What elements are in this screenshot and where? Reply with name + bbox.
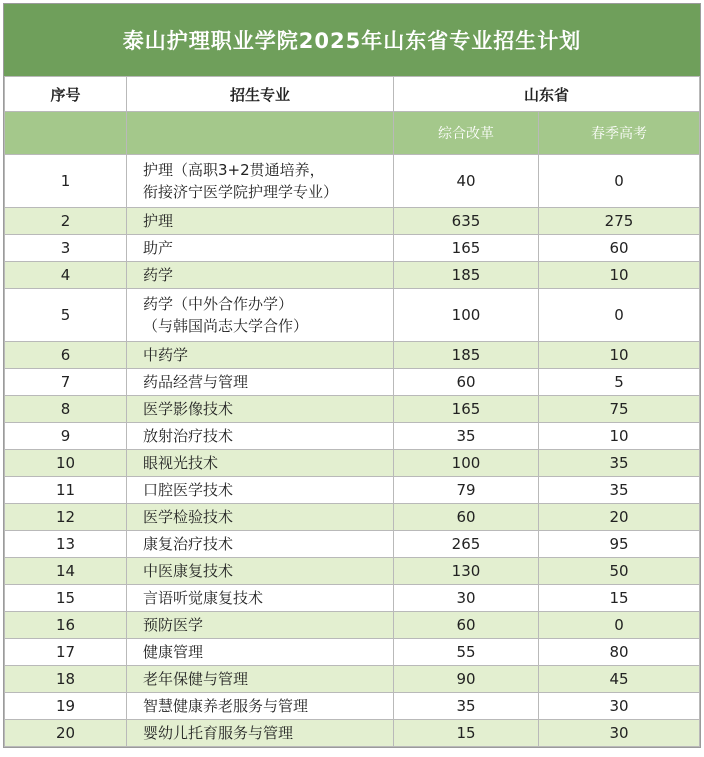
table-row	[5, 423, 700, 450]
row-spring-exam-count: 30	[539, 720, 700, 747]
table-row	[5, 450, 700, 477]
header-major: 招生专业	[127, 77, 394, 112]
major-name-line: 言语听觉康复技术	[143, 589, 264, 607]
major-name-line: 康复治疗技术	[143, 535, 234, 553]
header-province: 山东省	[394, 77, 700, 112]
table-row	[5, 666, 700, 693]
row-spring-exam-count: 35	[539, 450, 700, 477]
major-name-line: 智慧健康养老服务与管理	[143, 697, 309, 715]
row-major-name	[127, 585, 394, 612]
row-comprehensive-reform-count: 60	[394, 612, 539, 639]
row-seq: 6	[5, 342, 127, 369]
row-comprehensive-reform-count: 185	[394, 262, 539, 289]
row-major-name	[127, 666, 394, 693]
enrollment-plan-sheet	[3, 3, 701, 748]
major-name-line: 婴幼儿托育服务与管理	[143, 724, 294, 742]
subheader-comprehensive-reform: 综合改革	[394, 112, 539, 155]
row-spring-exam-count: 45	[539, 666, 700, 693]
row-seq: 14	[5, 558, 127, 585]
row-comprehensive-reform-count: 15	[394, 720, 539, 747]
row-spring-exam-count: 10	[539, 262, 700, 289]
header-seq: 序号	[5, 77, 127, 112]
row-major-name	[127, 289, 394, 342]
row-comprehensive-reform-count: 165	[394, 235, 539, 262]
row-spring-exam-count: 0	[539, 612, 700, 639]
table-row	[5, 155, 700, 208]
table-row	[5, 262, 700, 289]
row-major-name	[127, 558, 394, 585]
table-row	[5, 720, 700, 747]
row-major-name	[127, 693, 394, 720]
row-comprehensive-reform-count: 30	[394, 585, 539, 612]
row-spring-exam-count: 0	[539, 289, 700, 342]
table-row	[5, 585, 700, 612]
major-name-line: 药品经营与管理	[143, 373, 249, 391]
row-comprehensive-reform-count: 79	[394, 477, 539, 504]
enrollment-table	[4, 76, 700, 747]
row-spring-exam-count: 275	[539, 208, 700, 235]
row-seq: 13	[5, 531, 127, 558]
row-seq: 3	[5, 235, 127, 262]
row-comprehensive-reform-count: 60	[394, 504, 539, 531]
row-spring-exam-count: 35	[539, 477, 700, 504]
row-seq: 7	[5, 369, 127, 396]
table-row	[5, 477, 700, 504]
row-major-name	[127, 639, 394, 666]
subheader-row	[5, 112, 700, 155]
table-row	[5, 289, 700, 342]
table-row	[5, 208, 700, 235]
table-row	[5, 531, 700, 558]
row-comprehensive-reform-count: 185	[394, 342, 539, 369]
table-row	[5, 558, 700, 585]
row-seq: 20	[5, 720, 127, 747]
major-name-line: 口腔医学技术	[143, 481, 234, 499]
row-major-name	[127, 155, 394, 208]
row-comprehensive-reform-count: 635	[394, 208, 539, 235]
row-major-name	[127, 720, 394, 747]
row-comprehensive-reform-count: 165	[394, 396, 539, 423]
row-comprehensive-reform-count: 55	[394, 639, 539, 666]
page-title: 泰山护理职业学院2025年山东省专业招生计划	[4, 4, 700, 76]
row-comprehensive-reform-count: 100	[394, 450, 539, 477]
row-major-name	[127, 342, 394, 369]
table-row	[5, 504, 700, 531]
row-major-name	[127, 208, 394, 235]
table-row	[5, 396, 700, 423]
major-name-line: 健康管理	[143, 643, 204, 661]
table-row	[5, 235, 700, 262]
row-seq: 18	[5, 666, 127, 693]
subheader-empty-2	[127, 112, 394, 155]
table-row	[5, 639, 700, 666]
row-seq: 11	[5, 477, 127, 504]
row-spring-exam-count: 10	[539, 342, 700, 369]
row-spring-exam-count: 0	[539, 155, 700, 208]
major-name-line: 眼视光技术	[143, 454, 219, 472]
table-row	[5, 369, 700, 396]
row-comprehensive-reform-count: 35	[394, 693, 539, 720]
row-major-name	[127, 504, 394, 531]
row-comprehensive-reform-count: 90	[394, 666, 539, 693]
row-seq: 17	[5, 639, 127, 666]
table-row	[5, 693, 700, 720]
row-spring-exam-count: 5	[539, 369, 700, 396]
row-major-name	[127, 531, 394, 558]
subheader-spring-exam: 春季高考	[539, 112, 700, 155]
header-row	[5, 77, 700, 112]
row-comprehensive-reform-count: 35	[394, 423, 539, 450]
row-seq: 5	[5, 289, 127, 342]
row-comprehensive-reform-count: 130	[394, 558, 539, 585]
row-spring-exam-count: 15	[539, 585, 700, 612]
row-comprehensive-reform-count: 60	[394, 369, 539, 396]
row-major-name	[127, 423, 394, 450]
major-name-line: 预防医学	[143, 616, 204, 634]
row-seq: 8	[5, 396, 127, 423]
major-name-line: 医学检验技术	[143, 508, 234, 526]
major-name-line: 药学（中外合作办学）	[143, 295, 294, 313]
row-seq: 15	[5, 585, 127, 612]
major-name-line: 衔接济宁医学院护理学专业）	[143, 183, 339, 201]
table-row	[5, 342, 700, 369]
row-major-name	[127, 612, 394, 639]
major-name-line: 医学影像技术	[143, 400, 234, 418]
row-seq: 12	[5, 504, 127, 531]
row-major-name	[127, 262, 394, 289]
major-name-line: 中医康复技术	[143, 562, 234, 580]
major-name-line: 中药学	[143, 346, 189, 364]
major-name-line: （与韩国尚志大学合作）	[143, 317, 309, 335]
row-major-name	[127, 450, 394, 477]
row-spring-exam-count: 60	[539, 235, 700, 262]
row-comprehensive-reform-count: 100	[394, 289, 539, 342]
major-name-line: 助产	[143, 239, 174, 257]
row-seq: 9	[5, 423, 127, 450]
row-spring-exam-count: 10	[539, 423, 700, 450]
row-seq: 19	[5, 693, 127, 720]
major-name-line: 护理（高职3+2贯通培养，	[143, 161, 325, 179]
row-spring-exam-count: 75	[539, 396, 700, 423]
row-major-name	[127, 477, 394, 504]
table-row	[5, 612, 700, 639]
row-spring-exam-count: 20	[539, 504, 700, 531]
row-seq: 2	[5, 208, 127, 235]
row-seq: 16	[5, 612, 127, 639]
major-name-line: 老年保健与管理	[143, 670, 249, 688]
row-seq: 10	[5, 450, 127, 477]
row-spring-exam-count: 30	[539, 693, 700, 720]
major-name-line: 药学	[143, 266, 174, 284]
row-spring-exam-count: 95	[539, 531, 700, 558]
row-spring-exam-count: 50	[539, 558, 700, 585]
row-major-name	[127, 396, 394, 423]
row-major-name	[127, 235, 394, 262]
major-name-line: 护理	[143, 212, 174, 230]
row-comprehensive-reform-count: 265	[394, 531, 539, 558]
row-seq: 1	[5, 155, 127, 208]
row-comprehensive-reform-count: 40	[394, 155, 539, 208]
row-spring-exam-count: 80	[539, 639, 700, 666]
row-seq: 4	[5, 262, 127, 289]
row-major-name	[127, 369, 394, 396]
subheader-empty-1	[5, 112, 127, 155]
major-name-line: 放射治疗技术	[143, 427, 234, 445]
